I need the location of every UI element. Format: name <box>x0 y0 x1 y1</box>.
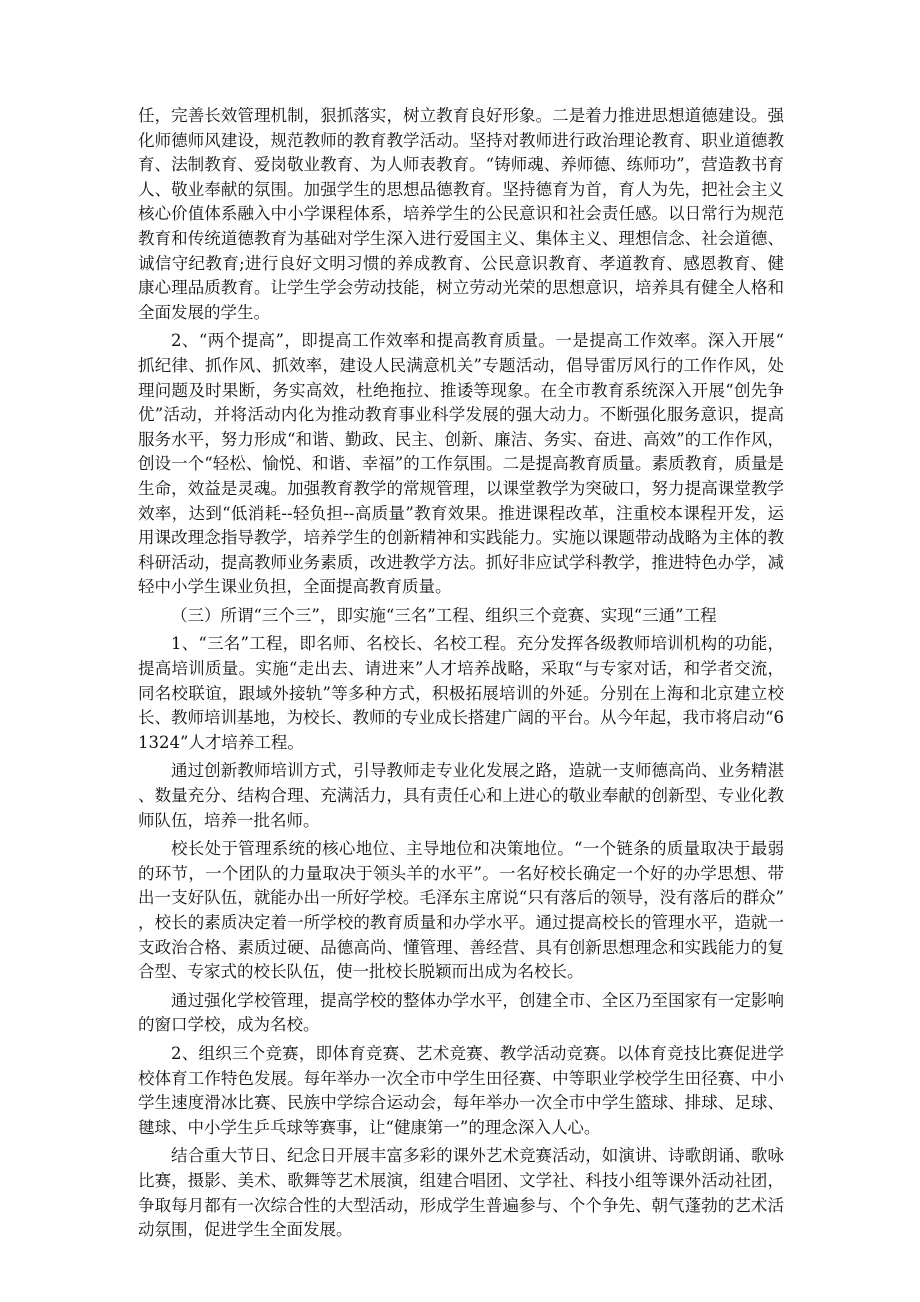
paragraph-teacher-training: 通过创新教师培训方式，引导教师走专业化发展之路，造就一支师德高尚、业务精湛、数量充分、结构合理、充满活力，具有责任心和上进心的敬业奉献的创新型、专业化教师队伍，培养一批名师。 <box>138 761 784 830</box>
paragraph-continued: 任，完善长效管理机制，狠抓落实，树立教育良好形象。二是着力推进思想道德建设。强化师德师风建设，规范教师的教育教学活动。坚持对教师进行政治理论教育、职业道德教育、法制教育、爱岗敬业教育、为人师表教育。“铸师魂、养师德、练师功”，营造教书育人、敬业奉献的氛围。加强学生的思想品德教育。坚持德育为首，育人为先，把社会主义核心价值体系融入中小学课程体系，培养学生的公民意识和社会责任感。以日常行为规范教育和传统道德教育为基础对学生深入进行爱国主义、集体主义、理想信念、社会道德、诚信守纪教育;进行良好文明习惯的养成教育、公民意识教育、孝道教育、感恩教育、健康心理品质教育。让学生学会劳动技能，树立劳动光荣的思想意识，培养具有健全人格和全面发展的学生。 <box>138 106 784 322</box>
paragraph-three-famous-project: 1、“三名”工程，即名师、名校长、名校工程。充分发挥各级教师培训机构的功能，提高培训质量。实施“走出去、请进来”人才培养战略，采取“与专家对话，和学者交流，同名校联谊，跟域外接轨”等多种方式，积极拓展培训的外延。分别在上海和北京建立校长、教师培训基地，为校长、教师的专业成长搭建广阔的平台。从今年起，我市将启动“61324”人才培养工程。 <box>138 634 784 752</box>
paragraph-three-competitions: 2、组织三个竞赛，即体育竞赛、艺术竞赛、教学活动竞赛。以体育竞技比赛促进学校体育工作特色发展。每年举办一次全市中学生田径赛、中等职业学校学生田径赛、中小学生速度滑冰比赛、民族中学综合运动会，每年举办一次全市中学生篮球、排球、足球、毽球、中小学生乒乓球等赛事，让“健康第一”的理念深入人心。 <box>138 1043 784 1137</box>
section-heading-three-threes: （三）所谓“三个三”，即实施“三名”工程、组织三个竞赛、实现“三通”工程 <box>171 605 717 625</box>
paragraph-art-activities: 结合重大节日、纪念日开展丰富多彩的课外艺术竞赛活动，如演讲、诗歌朗诵、歌咏比赛，摄影、美术、歌舞等艺术展演，组建合唱团、文学社、科技小组等课外活动社团，争取每月都有一次综合性的大型活动，形成学生普遍参与、个个争先、朝气蓬勃的艺术活动氛围，促进学生全面发展。 <box>138 1146 784 1240</box>
paragraph-principal-role: 校长处于管理系统的核心地位、主导地位和决策地位。“一个链条的质量取决于最弱的环节，一个团队的力量取决于领头羊的水平”。一名好校长确定一个好的办学思想、带出一支好队伍，就能办出一所好学校。毛泽东主席说“只有落后的领导，没有落后的群众”，校长的素质决定着一所学校的教育质量和办学水平。通过提高校长的管理水平，造就一支政治合格、素质过硬、品德高尚、懂管理、善经营、具有创新思想理念和实践能力的复合型、专家式的校长队伍，使一批校长脱颖而出成为名校长。 <box>138 839 784 982</box>
paragraph-school-management: 通过强化学校管理，提高学校的整体办学水平，创建全市、全区乃至国家有一定影响的窗口学校，成为名校。 <box>138 990 784 1035</box>
document-page <box>138 104 784 1247</box>
paragraph-two-improvements: 2、“两个提高”，即提高工作效率和提高教育质量。一是提高工作效率。深入开展“抓纪律、抓作风、抓效率，建设人民满意机关”专题活动，倡导雷厉风行的工作作风，处理问题及时果断，务实高效，杜绝拖拉、推诿等现象。在全市教育系统深入开展“创先争优”活动，并将活动内化为推动教育事业科学发展的强大动力。不断强化服务意识，提高服务水平，努力形成“和谐、勤政、民主、创新、廉洁、务实、奋进、高效”的工作作风，创设一个“轻松、愉悦、和谐、幸福”的工作氛围。二是提高教育质量。素质教育，质量是生命，效益是灵魂。加强教育教学的常规管理，以课堂教学为突破口，努力提高课堂教学效率，达到“低消耗--轻负担--高质量”教育效果。推进课程改革，注重校本课程开发，运用课改理念指导教学，培养学生的创新精神和实践能力。实施以课题带动战略为主体的教科研活动，提高教师业务素质，改进教学方法。抓好非应试学科教学，推进特色办学，减轻中小学生课业负担，全面提高教育质量。 <box>138 331 784 597</box>
